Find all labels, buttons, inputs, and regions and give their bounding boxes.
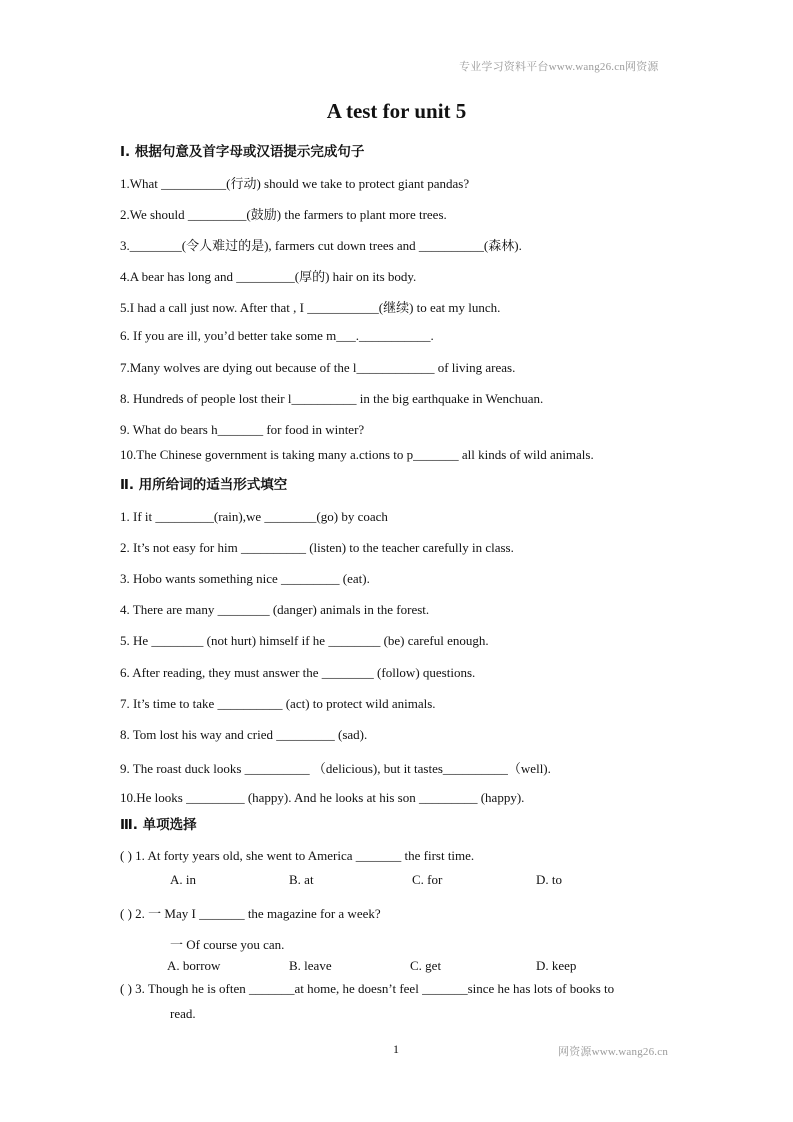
q3-stem: ( ) 3. Though he is often _______at home, he doesn’t feel _______since he has lots of books to — [120, 981, 615, 996]
s1-item-2: 2.We should _________(鼓励) the farmers to plant more trees. — [120, 207, 447, 222]
q1-option-c: C. for — [412, 872, 443, 887]
s2-item-7: 7. It’s time to take __________ (act) to protect wild animals. — [120, 696, 436, 711]
page-title: A test for unit 5 — [326, 99, 467, 123]
q2-stem: ( ) 2. 一 May I _______ the magazine for a week? — [120, 906, 381, 921]
q1-option-d: D. to — [536, 872, 562, 887]
q3-stem-continued: read. — [170, 1006, 196, 1021]
s1-item-7: 7.Many wolves are dying out because of the l____________ of living areas. — [120, 360, 516, 375]
s2-item-5: 5. He ________ (not hurt) himself if he ________ (be) careful enough. — [120, 633, 489, 648]
section-2-heading: Ⅱ. 用所给词的适当形式填空 — [120, 477, 288, 493]
s1-item-9: 9. What do bears h_______ for food in winter? — [120, 422, 365, 437]
q1-option-a: A. in — [170, 872, 196, 887]
s2-item-10: 10.He looks _________ (happy). And he looks at his son _________ (happy). — [120, 790, 525, 805]
s1-item-8: 8. Hundreds of people lost their l__________ in the big earthquake in Wenchuan. — [120, 391, 544, 406]
q2-option-d: D. keep — [536, 958, 577, 973]
section-1-heading: Ⅰ. 根据句意及首字母或汉语提示完成句子 — [120, 144, 365, 160]
s2-item-3: 3. Hobo wants something nice _________ (eat). — [120, 571, 370, 586]
s1-item-4: 4.A bear has long and _________(厚的) hair on its body. — [120, 269, 417, 284]
s1-item-10: 10.The Chinese government is taking many a.ctions to p_______ all kinds of wild animals. — [120, 447, 594, 462]
q2-reply: 一 Of course you can. — [170, 937, 285, 952]
s1-item-3: 3.________(令人难过的是), farmers cut down trees and __________(森林). — [120, 238, 522, 253]
s2-item-4: 4. There are many ________ (danger) animals in the forest. — [120, 602, 430, 617]
page-number: 1 — [393, 1042, 399, 1056]
section-3-heading: Ⅲ. 单项选择 — [120, 817, 197, 833]
q2-option-a: A. borrow — [167, 958, 221, 973]
q2-option-c: C. get — [410, 958, 442, 973]
q2-option-b: B. leave — [289, 958, 332, 973]
s2-item-6: 6. After reading, they must answer the ________ (follow) questions. — [120, 665, 476, 680]
q1-stem: ( ) 1. At forty years old, she went to America _______ the first time. — [120, 848, 475, 863]
s2-item-1: 1. If it _________(rain),we ________(go) by coach — [120, 509, 388, 524]
s1-item-5: 5.I had a call just now. After that , I ___________(继续) to eat my lunch. — [120, 300, 501, 315]
s2-item-2: 2. It’s not easy for him __________ (listen) to the teacher carefully in class. — [120, 540, 514, 555]
s1-item-1: 1.What __________(行动) should we take to protect giant pandas? — [120, 176, 470, 191]
s2-item-9: 9. The roast duck looks __________ （delicious), but it tastes__________（well). — [120, 761, 551, 776]
s2-item-8: 8. Tom lost his way and cried _________ (sad). — [120, 727, 368, 742]
site-footer-text: 网资源www.wang26.cn — [558, 1046, 669, 1058]
site-header-text: 专业学习资料平台www.wang26.cn网资源 — [459, 61, 659, 73]
s1-item-6: 6. If you are ill, you’d better take some m___.___________. — [120, 328, 434, 343]
q1-option-b: B. at — [289, 872, 314, 887]
